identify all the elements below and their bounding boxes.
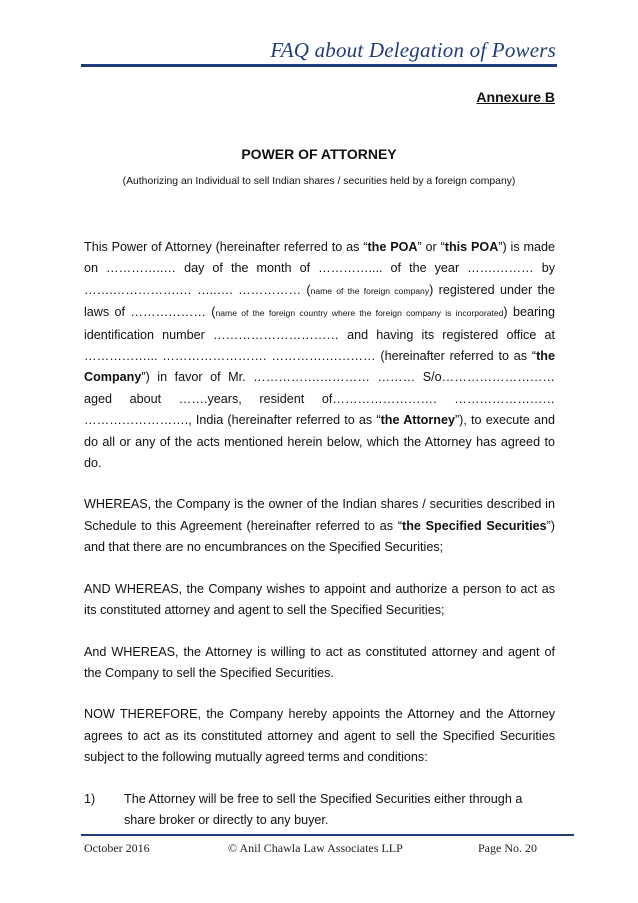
text-run: ” or “ — [417, 240, 445, 254]
text-run: ”) is made on …………..… day of the month of ………….... of the year …….……… by …….…………….… …..…. …………… ( — [84, 240, 555, 297]
bold-term: the Company — [84, 349, 555, 385]
paragraph-and-whereas: AND WHEREAS, the Company wishes to appoint and authorize a person to act as its constituted attorney and agent to sell the Specified Securities; — [84, 581, 555, 618]
list-item-number: 1) — [84, 791, 96, 806]
annexure-label: Annexure B — [476, 89, 555, 105]
footer-copyright: © Anil Chawla Law Associates LLP — [228, 841, 403, 855]
text-run: ”) and that there are no encumbrances on the Specified Securities; — [84, 518, 555, 555]
header-title: FAQ about Delegation of Powers — [270, 38, 556, 62]
paragraph-whereas — [84, 494, 555, 558]
paragraph-poa-intro — [84, 237, 555, 474]
bold-term: the Attorney — [380, 413, 455, 428]
paragraph-and-whereas-attorney: And WHEREAS, the Attorney is willing to act as constituted attorney and agent of the Company to sell the Specified Securities. — [84, 644, 555, 680]
text-run: ) bearing identification number ………………………… and having its registered office at ……………... ……………………. ………….………… (hereinafter referred to as “ — [84, 305, 555, 364]
document-body — [84, 237, 555, 831]
text-run: ) registered under the laws of ……………… ( — [84, 282, 555, 320]
placeholder-note: name of the foreign country where the foreign company is incorporated — [215, 308, 504, 319]
list-item-text: The Attorney will be free to sell the Specified Securities either through a share broker or directly to any buyer. — [124, 791, 523, 827]
document-subtitle: (Authorizing an Individual to sell Indian shares / securities held by a foreign company) — [122, 176, 516, 187]
bold-term: this POA — [444, 240, 499, 254]
header-rule — [81, 64, 557, 67]
text-run: ”) in favor of Mr. …………….………… ……… S/o……………………… aged about …….years, resident of……………………. …………………… ……………………., India (hereinafter referred to as “ — [84, 370, 555, 428]
text-run: WHEREAS, the Company is the owner of the Indian shares / securities described in Schedule to this Agreement (hereinafter referred to as “ — [84, 497, 555, 533]
paragraph-now-therefore: NOW THEREFORE, the Company hereby appoints the Attorney and the Attorney agrees to act as its constituted attorney and agent to sell the Specified Securities subject to the following mutually agreed terms and conditions: — [84, 707, 555, 765]
document-title: POWER OF ATTORNEY — [241, 146, 397, 162]
list-item — [84, 789, 555, 832]
bold-term: the POA — [367, 240, 418, 254]
text-run: This Power of Attorney (hereinafter referred to as “ — [84, 240, 368, 254]
bold-term: the Specified Securities — [402, 518, 547, 533]
footer-page-number: Page No. 20 — [478, 841, 537, 855]
text-run: ”), to execute and do all or any of the acts mentioned herein below, which the Attorney has agreed to do. — [84, 413, 555, 471]
footer-rule — [81, 834, 574, 836]
placeholder-note: name of the foreign company — [310, 285, 430, 296]
footer-date: October 2016 — [84, 841, 150, 855]
